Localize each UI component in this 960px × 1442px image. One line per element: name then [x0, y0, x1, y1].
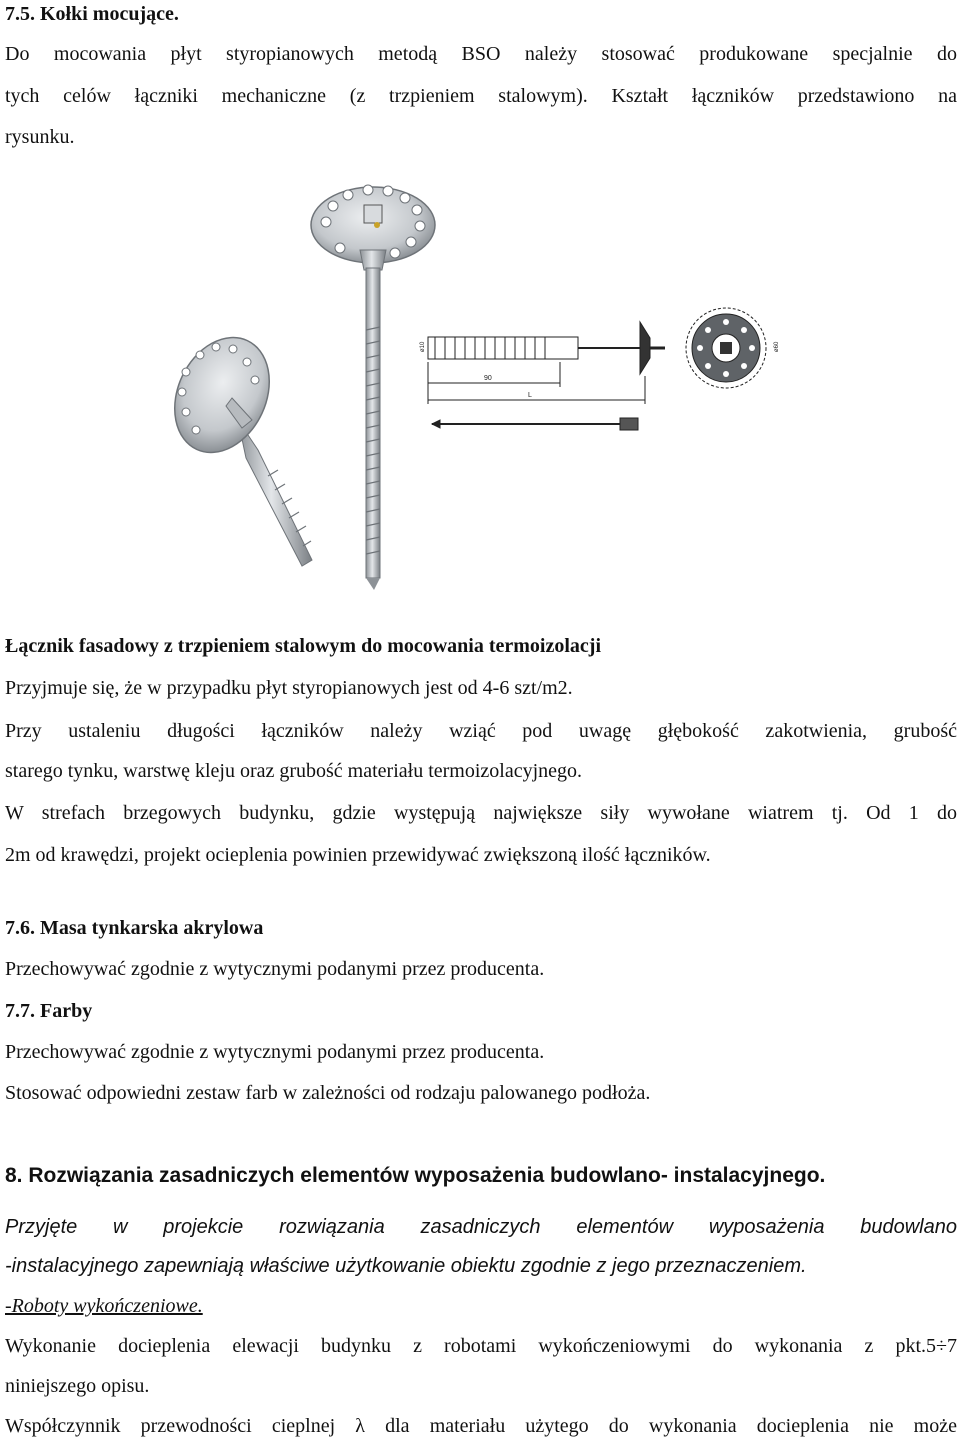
section-7-7-heading: 7.7. Farby	[5, 1000, 93, 1022]
body-paragraph-2-line-2: starego tynku, warstwę kleju oraz grubość materiału termoizolacyjnego.	[5, 760, 583, 782]
section-7-5-intro-line-2: tych celów łączniki mechaniczne (z trzpieniem stalowym). Kształt łączników przedstawiono na	[5, 85, 957, 107]
fastener-diagonal-illustration	[157, 322, 312, 566]
section-8-italic-line-1: Przyjęte w projekcie rozwiązania zasadniczych elementów wyposażenia budowlano	[5, 1216, 957, 1238]
section-7-5-intro-line-3: rysunku.	[5, 126, 75, 148]
section-7-6-heading: 7.6. Masa tynkarska akrylowa	[5, 917, 264, 939]
fastener-figure	[0, 0, 960, 620]
body-paragraph-3-line-1: W strefach brzegowych budynku, gdzie występują największe siły wywołane wiatrem tj. Od 1 do	[5, 802, 957, 824]
section-7-5-intro-line-1: Do mocowania płyt styropianowych metodą BSO należy stosować produkowane specjalnie do	[5, 43, 957, 65]
section-8-italic-line-2: -instalacyjnego zapewniają właściwe użytkowanie obiektu zgodnie z jego przeznaczeniem.	[5, 1255, 807, 1277]
dimension-label-diameter-10: ø10	[420, 341, 426, 352]
section-7-7-text-1: Przechowywać zgodnie z wytycznymi podanymi przez producenta.	[5, 1041, 545, 1063]
body-paragraph-2-line-1: Przy ustaleniu długości łączników należy wziąć pod uwagę głębokość zakotwienia, grubość	[5, 720, 957, 742]
section-8-subheading: -Roboty wykończeniowe.	[5, 1295, 203, 1317]
section-8-paragraph-1-line-1: Wykonanie docieplenia elewacji budynku z robotami wykończeniowymi do wykonania z pkt.5÷7	[5, 1335, 957, 1357]
dimension-label-90: 90	[484, 375, 492, 382]
fastener-front-view-drawing	[686, 308, 766, 388]
body-paragraph-3-line-2: 2m od krawędzi, projekt ocieplenia powinien przewidywać zwiększoną ilość łączników.	[5, 844, 711, 866]
fastener-technical-drawing	[428, 322, 665, 430]
body-paragraph-1: Przyjmuje się, że w przypadku płyt styropianowych jest od 4-6 szt/m2.	[5, 677, 573, 699]
dimension-label-diameter-60: ø60	[774, 341, 780, 352]
section-7-6-text: Przechowywać zgodnie z wytycznymi podanymi przez producenta.	[5, 958, 545, 980]
figure-caption: Łącznik fasadowy z trzpieniem stalowym do mocowania termoizolacji	[5, 635, 602, 657]
section-7-5-heading: 7.5. Kołki mocujące.	[5, 3, 179, 25]
section-7-7-text-2: Stosować odpowiedni zestaw farb w zależności od rodzaju palowanego podłoża.	[5, 1082, 651, 1104]
section-8-heading: 8. Rozwiązania zasadniczych elementów wyposażenia budowlano- instalacyjnego.	[5, 1164, 826, 1187]
fastener-upright-illustration	[311, 185, 435, 590]
section-8-paragraph-2-line-1: Współczynnik przewodności cieplnej λ dla materiału użytego do wykonania docieplenia nie może	[5, 1415, 957, 1437]
dimension-label-l: L	[528, 392, 532, 399]
section-8-paragraph-1-line-2: niniejszego opisu.	[5, 1375, 150, 1397]
